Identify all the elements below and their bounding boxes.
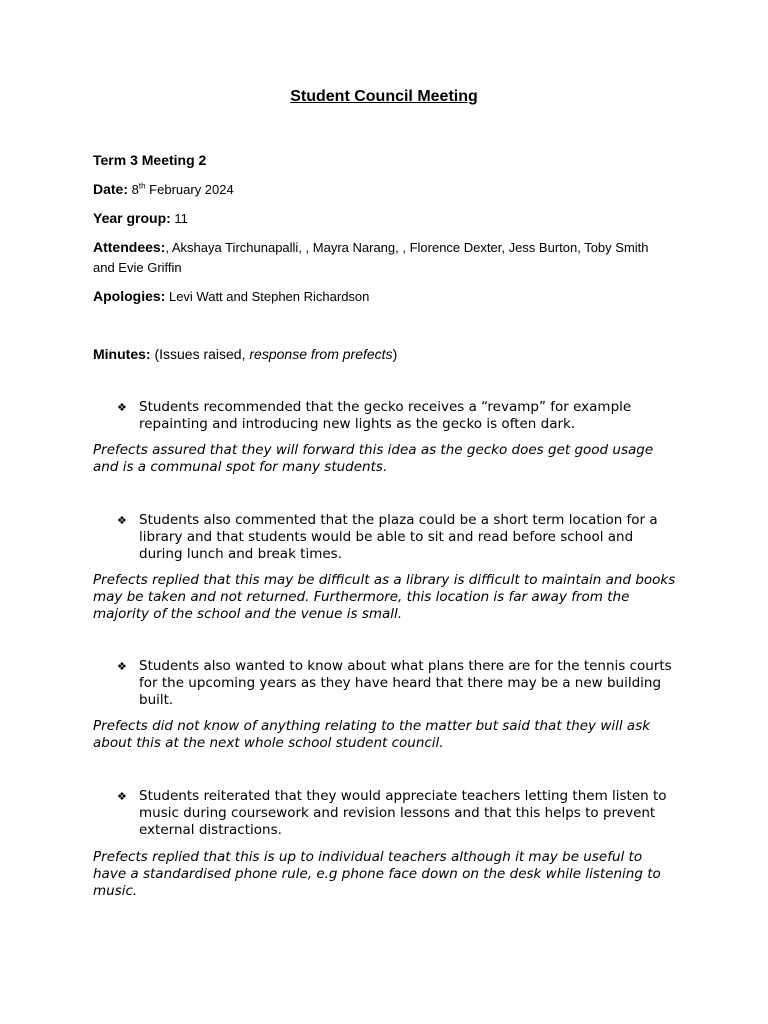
issue-text: Students also commented that the plaza could be a short term location for a library and that students would be able to sit and read before school and during lunch and break times. [139,512,658,562]
apologies-line [93,286,673,307]
minutes-close: ) [392,346,398,362]
apologies-value: Levi Watt and Stephen Richardson [168,289,370,304]
prefect-response: Prefects replied that this is up to individual teachers although it may be useful to have a standardised phone rule, e.g phone face down on the desk while listening to music. [93,849,661,899]
attendees-label: Attendees: [93,239,166,255]
prefect-response: Prefects assured that they will forward this idea as the gecko does get good usage and is a communal spot for many students. [93,442,654,475]
apologies-label: Apologies: [93,288,166,304]
bullet-diamond-icon: ❖ [117,514,127,527]
issue-text: Students reiterated that they would appreciate teachers letting them listen to music during coursework and revision lessons and that this helps to prevent external distractions. [139,788,667,838]
year-group-line [93,208,673,229]
year-group-value: 11 [174,211,188,226]
meeting-heading [93,150,673,171]
date-rest: February 2024 [149,182,234,197]
minutes-line [93,344,673,364]
bullet-diamond-icon: ❖ [117,660,127,673]
issue-text: Students also wanted to know about what plans there are for the tennis courts for the upcoming years as they have heard that there may be a new building built. [139,658,672,708]
date-label: Date: [93,181,129,197]
prefect-response: Prefects did not know of anything relating to the matter but said that they will ask about this at the next whole school student council. [93,718,651,751]
date-suffix: th [138,181,146,191]
minutes-label: Minutes: [93,346,151,362]
meeting-label: Term 3 Meeting 2 [93,152,207,168]
minutes-open: (Issues raised, [154,346,246,362]
bullet-diamond-icon: ❖ [117,401,127,414]
minutes-italic: response from prefects [249,346,393,362]
attendees-line [93,237,673,278]
attendees-value: , Akshaya Tirchunapalli, , Mayra Narang, , Florence Dexter, Jess Burton, Toby Smith and Evie Griffin [93,240,649,275]
page-title: Student Council Meeting [290,88,478,105]
issue-item [117,788,677,839]
bullet-diamond-icon: ❖ [117,790,127,803]
year-group-label: Year group: [93,210,171,226]
issue-item [117,399,677,433]
issue-item [117,658,677,709]
issue-item [117,512,677,563]
prefect-response: Prefects replied that this may be difficult as a library is difficult to maintain and books may be taken and not returned. Furthermore, this location is far away from the majority of the school and the venue is small. [93,572,676,622]
issue-text: Students recommended that the gecko receives a “revamp” for example repainting and introducing new lights as the gecko is often dark. [139,399,632,432]
date-day: 8 [131,182,139,197]
date-line [93,179,673,200]
